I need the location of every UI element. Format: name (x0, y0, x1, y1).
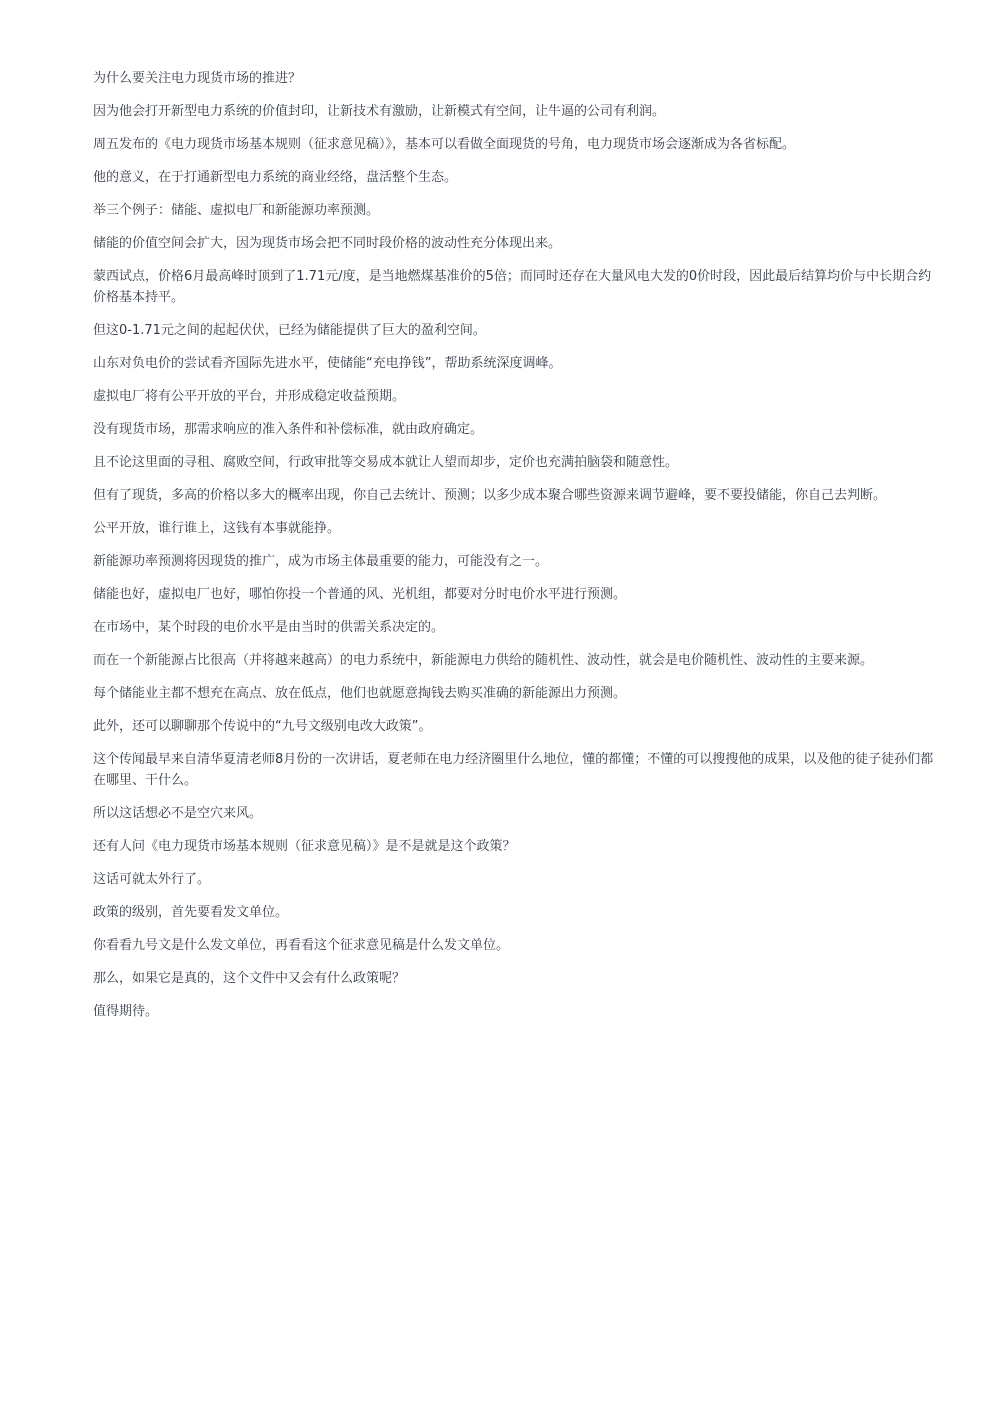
paragraph: 蒙西试点，价格6月最高峰时顶到了1.71元/度，是当地燃煤基准价的5倍；而同时还存在大量风电大发的0价时段，因此最后结算均价与中长期合约价格基本持平。 (93, 269, 932, 305)
paragraph: 那么，如果它是真的，这个文件中又会有什么政策呢？ (93, 971, 406, 986)
paragraph: 但有了现货，多高的价格以多大的概率出现，你自己去统计、预测；以多少成本聚合哪些资源来调节避峰，要不要投储能，你自己去判断。 (93, 488, 887, 503)
paragraph: 虚拟电厂将有公平开放的平台，并形成稳定收益预期。 (93, 389, 406, 404)
paragraph: 政策的级别，首先要看发文单位。 (93, 905, 289, 920)
paragraph: 所以这话想必不是空穴来风。 (93, 806, 263, 821)
paragraph: 每个储能业主都不想充在高点、放在低点，他们也就愿意掏钱去购买准确的新能源出力预测。 (93, 686, 627, 701)
paragraph: 这话可就太外行了。 (93, 872, 211, 887)
paragraph: 值得期待。 (93, 1004, 159, 1019)
paragraph: 新能源功率预测将因现货的推广，成为市场主体最重要的能力，可能没有之一。 (93, 554, 549, 569)
paragraph: 你看看九号文是什么发文单位，再看看这个征求意见稿是什么发文单位。 (93, 938, 510, 953)
paragraph: 这个传闻最早来自清华夏清老师8月份的一次讲话，夏老师在电力经济圈里什么地位，懂的都懂；不懂的可以搜搜他的成果，以及他的徒子徒孙们都在哪里、干什么。 (93, 752, 934, 788)
paragraph: 因为他会打开新型电力系统的价值封印，让新技术有激励，让新模式有空间，让牛逼的公司有利润。 (93, 104, 666, 119)
paragraph: 而在一个新能源占比很高（并将越来越高）的电力系统中，新能源电力供给的随机性、波动性，就会是电价随机性、波动性的主要来源。 (93, 653, 874, 668)
paragraph: 储能的价值空间会扩大，因为现货市场会把不同时段价格的波动性充分体现出来。 (93, 236, 562, 251)
paragraph: 山东对负电价的尝试看齐国际先进水平，使储能“充电挣钱”，帮助系统深度调峰。 (93, 356, 562, 371)
paragraph: 且不论这里面的寻租、腐败空间，行政审批等交易成本就让人望而却步，定价也充满拍脑袋和随意性。 (93, 455, 679, 470)
paragraph: 还有人问《电力现货市场基本规则（征求意见稿）》是不是就是这个政策？ (93, 839, 516, 854)
paragraph: 储能也好，虚拟电厂也好，哪怕你投一个普通的风、光机组，都要对分时电价水平进行预测。 (93, 587, 627, 602)
paragraph: 在市场中，某个时段的电价水平是由当时的供需关系决定的。 (93, 620, 445, 635)
paragraph: 此外，还可以聊聊那个传说中的“九号文级别电改大政策”。 (93, 719, 432, 734)
paragraph: 为什么要关注电力现货市场的推进？ (93, 71, 302, 86)
paragraph: 举三个例子：储能、虚拟电厂和新能源功率预测。 (93, 203, 380, 218)
paragraph: 公平开放，谁行谁上，这钱有本事就能挣。 (93, 521, 341, 536)
article-body (93, 68, 941, 1034)
paragraph: 他的意义，在于打通新型电力系统的商业经络，盘活整个生态。 (93, 170, 458, 185)
paragraph: 周五发布的《电力现货市场基本规则（征求意见稿）》，基本可以看做全面现货的号角，电力现货市场会逐渐成为各省标配。 (93, 137, 796, 152)
paragraph: 但这0-1.71元之间的起起伏伏，已经为储能提供了巨大的盈利空间。 (93, 323, 486, 338)
paragraph: 没有现货市场，那需求响应的准入条件和补偿标准，就由政府确定。 (93, 422, 484, 437)
